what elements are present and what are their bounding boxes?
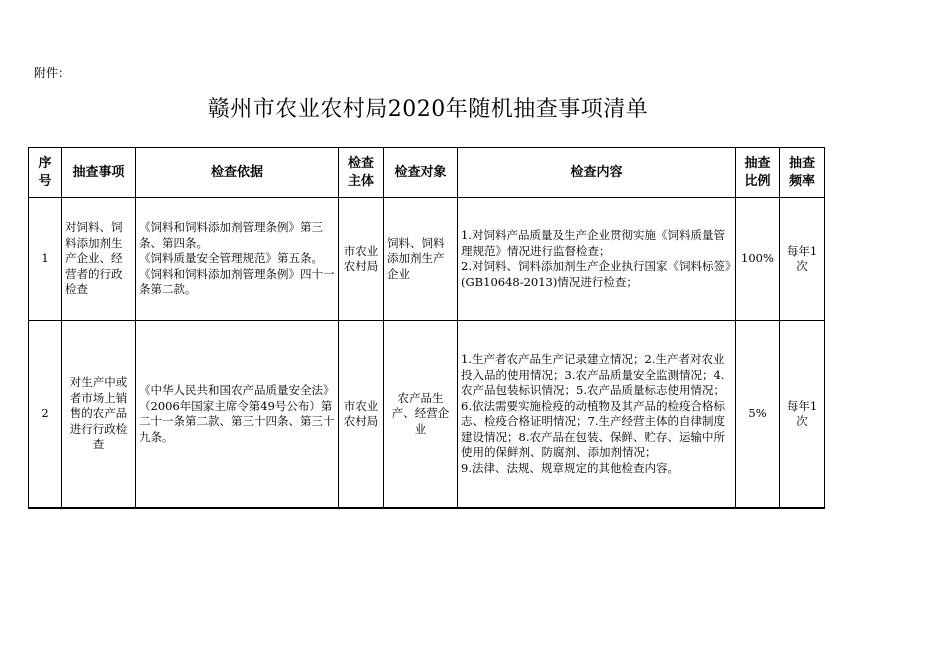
cell-content: 1.生产者农产品生产记录建立情况；2.生产者对农业投入品的使用情况；3.农产品质量安全监测情况；4.农产品包装标识情况；5.农产品质量标志使用情况；6.依法需要实施检疫的动植物及其产品的检疫合格标志、检疫合格证明情况；7.生产经营主体的自律制度建设情况；8.农产品在包装、保鲜、贮存、运输中所使用的保鲜剂、防腐剂、添加剂情况； 9.法律、法规、规章规定的其他检查内容。	[458, 321, 736, 509]
cell-freq: 每年1次	[780, 321, 825, 509]
cell-seq: 1	[29, 198, 62, 321]
cell-object: 农产品生产、经营企业	[384, 321, 458, 509]
header-basis: 检查依据	[136, 148, 339, 198]
page-title: 赣州市农业农村局2020年随机抽查事项清单	[207, 97, 649, 122]
table-row	[29, 321, 825, 509]
cell-content: 1.对饲料产品质量及生产企业贯彻实施《饲料质量管理规范》情况进行监督检查； 2.对饲料、饲料添加剂生产企业执行国家《饲料标签》(GB10648-2013)情况进行检查；	[458, 198, 736, 321]
cell-item: 对生产中或者市场上销售的农产品进行行政检查	[62, 321, 136, 509]
cell-item: 对饲料、饲料添加剂生产企业、经营者的行政检查	[62, 198, 136, 321]
cell-seq: 2	[29, 321, 62, 509]
header-content: 检查内容	[458, 148, 736, 198]
inspection-table	[28, 147, 825, 509]
cell-subject: 市农业农村局	[339, 198, 384, 321]
cell-ratio: 100%	[736, 198, 780, 321]
cell-ratio: 5%	[736, 321, 780, 509]
cell-object: 饲料、饲料添加剂生产企业	[384, 198, 458, 321]
table-header-row	[29, 148, 825, 198]
cell-basis: 《饲料和饲料添加剂管理条例》第三条、第四条。 《饲料质量安全管理规范》第五条。 《饲料和饲料添加剂管理条例》四十一条第二款。	[136, 198, 339, 321]
attachment-label: 附件：	[34, 66, 71, 80]
table-row	[29, 198, 825, 321]
header-ratio: 抽查 比例	[736, 148, 780, 198]
cell-freq: 每年1次	[780, 198, 825, 321]
header-item: 抽查事项	[62, 148, 136, 198]
header-subject: 检查 主体	[339, 148, 384, 198]
header-object: 检查对象	[384, 148, 458, 198]
cell-subject: 市农业农村局	[339, 321, 384, 509]
header-freq: 抽查 频率	[780, 148, 825, 198]
cell-basis: 《中华人民共和国农产品质量安全法》（2006年国家主席令第49号公布）第二十一条第二款、第三十四条、第三十九条。	[136, 321, 339, 509]
header-seq: 序 号	[29, 148, 62, 198]
